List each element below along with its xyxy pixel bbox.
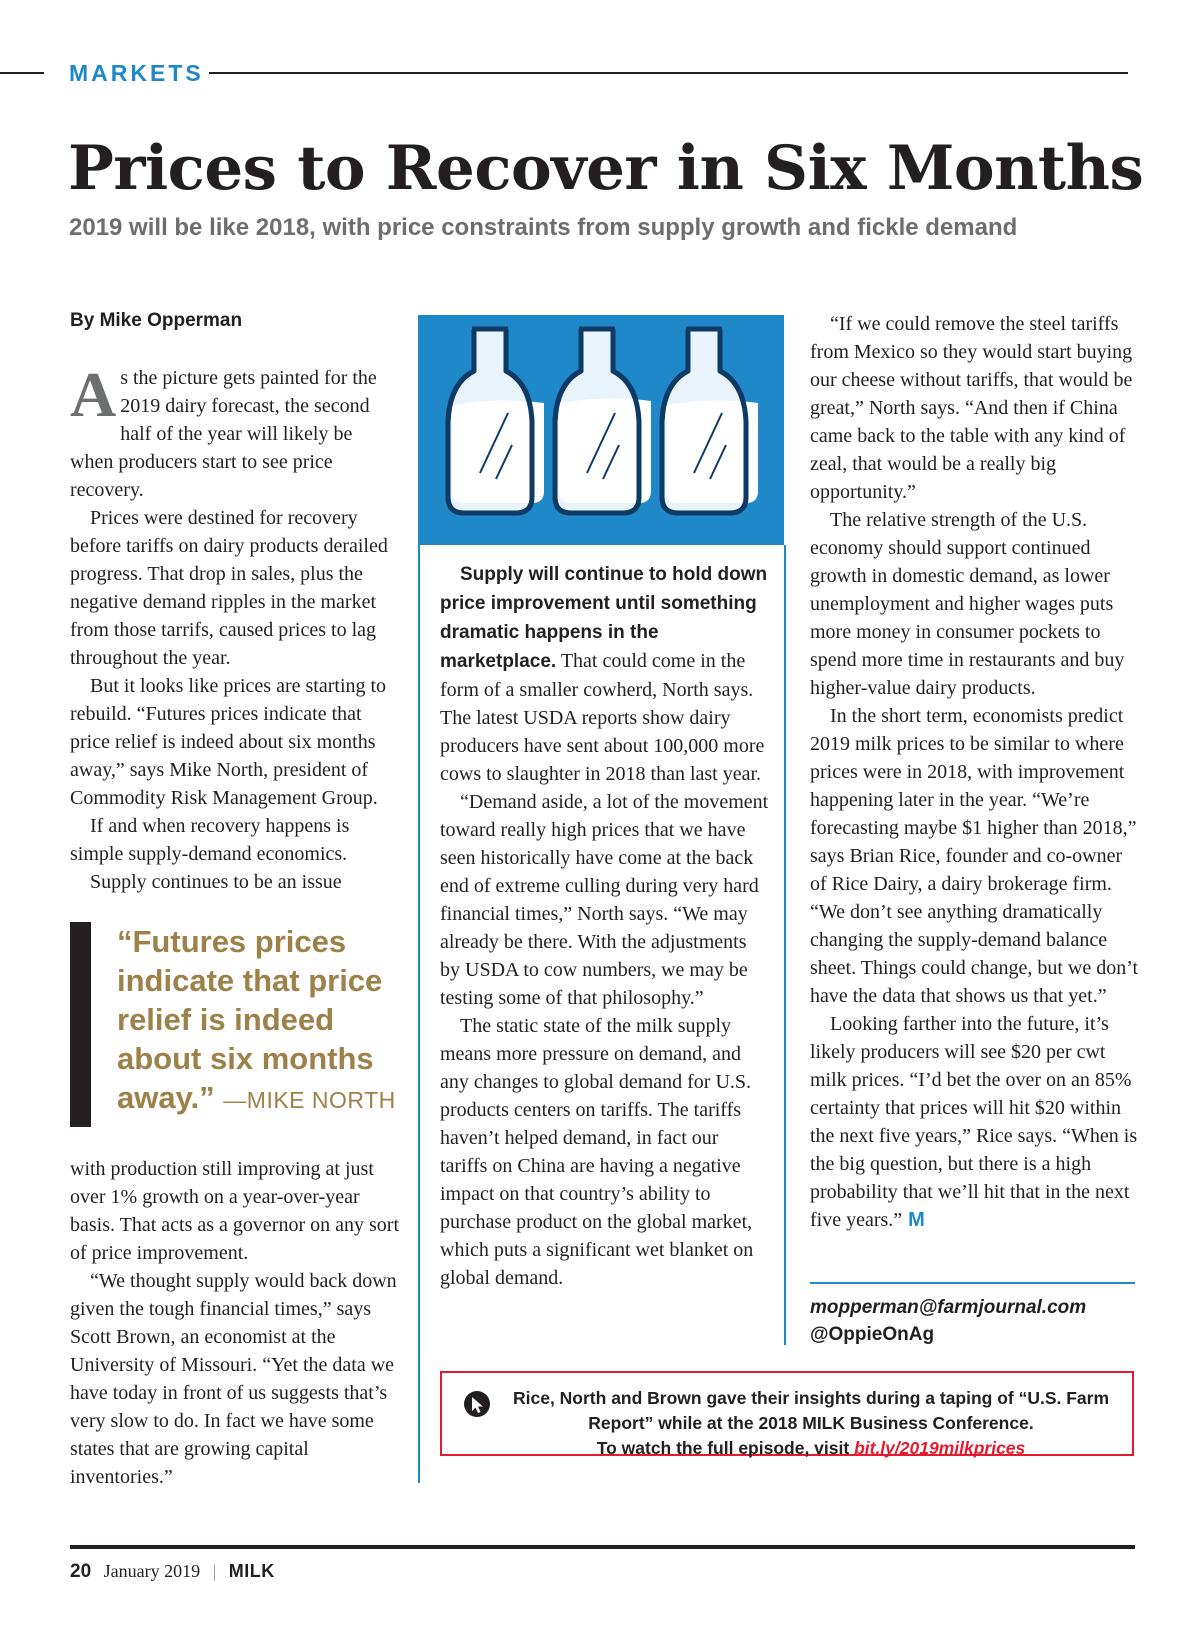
column-1-top [70, 359, 400, 896]
milk-bottle-icon [448, 329, 544, 513]
cursor-pointer-icon [464, 1391, 490, 1417]
column-1-bottom [70, 1155, 400, 1491]
column-2 [440, 560, 770, 1292]
publication-logo: MILK [228, 1561, 275, 1581]
paragraph: Supply will continue to hold down price improvement until something dramatic happens in the marketplace. That could come in the form of a smaller cowherd, North says. The latest USDA reports show dairy producers have sent about 100,000 more cows to slaughter in 2018 than last year. [440, 564, 768, 785]
paragraph: Prices were destined for recovery before tariffs on dairy products derailed progress. That drop in sales, plus the negative demand ripples in the market from those tarrifs, caused prices to lag throughout the year. [70, 507, 388, 669]
footer-separator: | [212, 1561, 217, 1581]
author-contact [810, 1294, 1086, 1348]
callout-text: Rice, North and Brown gave their insights during a taping of “U.S. Farm Report” while at the 2018 MILK Business Conference. To watch the full episode, visit bit.ly/2019milkprices [512, 1388, 1110, 1458]
byline: By Mike Opperman [70, 310, 243, 331]
pull-quote-text: “Futures prices indicate that price relief is indeed about six months away.” —MIKE NORTH [117, 924, 396, 1115]
paragraph: The relative strength of the U.S. economy should support continued growth in domestic demand, as lower unemployment and higher wages puts more money in consumer pockets to spend more time in restaurants and buy higher-value dairy products. [810, 509, 1125, 699]
paragraph: “We thought supply would back down given the tough financial times,” says Scott Brown, an economist at the University of Missouri. “Yet the data we have today in front of us suggests that’s very slow to do. In fact we have some states that are growing capital inventories.” [70, 1270, 397, 1488]
paragraph: “If we could remove the steel tariffs from Mexico so they would start buying our cheese without tariffs, that would be great,” North says. “And then if China came back to the table with any kind of zeal, that would be a really big opportunity.” [810, 313, 1133, 503]
pull-quote [70, 922, 410, 1130]
paragraph: with production still improving at just over 1% growth on a year-over-year basis. That acts as a governor on any sort of price improvement. [70, 1158, 399, 1264]
author-email-link[interactable]: mopperman@farmjournal.com [810, 1297, 1087, 1318]
page-footer [70, 1561, 275, 1583]
milk-bottle-icon [555, 329, 651, 513]
paragraph: “Demand aside, a lot of the movement toward really high prices that we have seen historically have come at the back end of extreme culling during very hard financial times,” North says. “We may already be there. With the adjustments by USDA to cow numbers, we may be testing some of that philosophy.” [440, 791, 769, 1009]
paragraph: If and when recovery happens is simple supply-demand economics. [70, 815, 350, 865]
headline: Prices to Recover in Six Months [68, 133, 1144, 204]
episode-link[interactable]: bit.ly/2019milkprices [854, 1438, 1026, 1458]
paragraph: The static state of the milk supply means more pressure on demand, and any changes to global demand for U.S. products centers on tariffs. The tariffs haven’t helped demand, in fact our tariffs on China are having a negative impact on that country’s ability to purchase product on the global market, which puts a significant wet blanket on global demand. [440, 1015, 754, 1289]
column-3 [810, 310, 1140, 1234]
issue-date: January 2019 [103, 1561, 201, 1581]
section-rule-left [0, 72, 44, 74]
video-callout-box [440, 1371, 1134, 1456]
paragraph: As the picture gets painted for the 2019 dairy forecast, the second half of the year will likely be when producers start to see price recovery. [70, 359, 377, 501]
end-mark: M [908, 1209, 925, 1231]
pull-quote-bar [70, 922, 91, 1127]
author-rule [810, 1282, 1135, 1284]
author-twitter-handle[interactable]: @OppieOnAg [810, 1324, 935, 1345]
drop-cap: A [70, 359, 117, 430]
paragraph: Supply continues to be an issue [90, 871, 342, 893]
paragraph: Looking farther into the future, it’s likely producers will see $20 per cwt milk prices. “I’d bet the over on an 85% certainty that prices will hit $20 within the next five years,” Rice says. “When is the big question, but there is a high probability that we’ll hit that in the next five years.” M [810, 1013, 1138, 1231]
deck-subheadline: 2019 will be like 2018, with price constraints from supply growth and fickle demand [69, 214, 1018, 241]
column-rule [784, 545, 786, 1345]
milk-bottle-icon [662, 329, 758, 513]
paragraph: In the short term, economists predict 2019 milk prices to be similar to where prices were in 2018, with improvement happening later in the year. “We’re forecasting maybe $1 higher than 2018,” says Brian Rice, founder and co-owner of Rice Dairy, a dairy brokerage firm. “We don’t see anything dramatically changing the supply-demand balance sheet. Things could change, but we don’t have the data that shows us that yet.” [810, 705, 1139, 1007]
footer-rule [70, 1545, 1135, 1549]
paragraph: But it looks like prices are starting to rebuild. “Futures prices indicate that price relief is indeed about six months away,” says Mike North, president of Commodity Risk Management Group. [70, 675, 387, 809]
section-rule-right [209, 72, 1128, 74]
section-label: MARKETS [69, 60, 204, 86]
lead-in-bold: Supply will continue to hold down price improvement until something dramatic happens in the marketplace. [440, 564, 768, 672]
pull-quote-attribution: —MIKE NORTH [223, 1087, 396, 1113]
page-number: 20 [70, 1561, 92, 1582]
milk-bottles-icon [418, 315, 784, 545]
milk-bottles-illustration [418, 315, 784, 545]
column-rule [418, 545, 420, 1483]
